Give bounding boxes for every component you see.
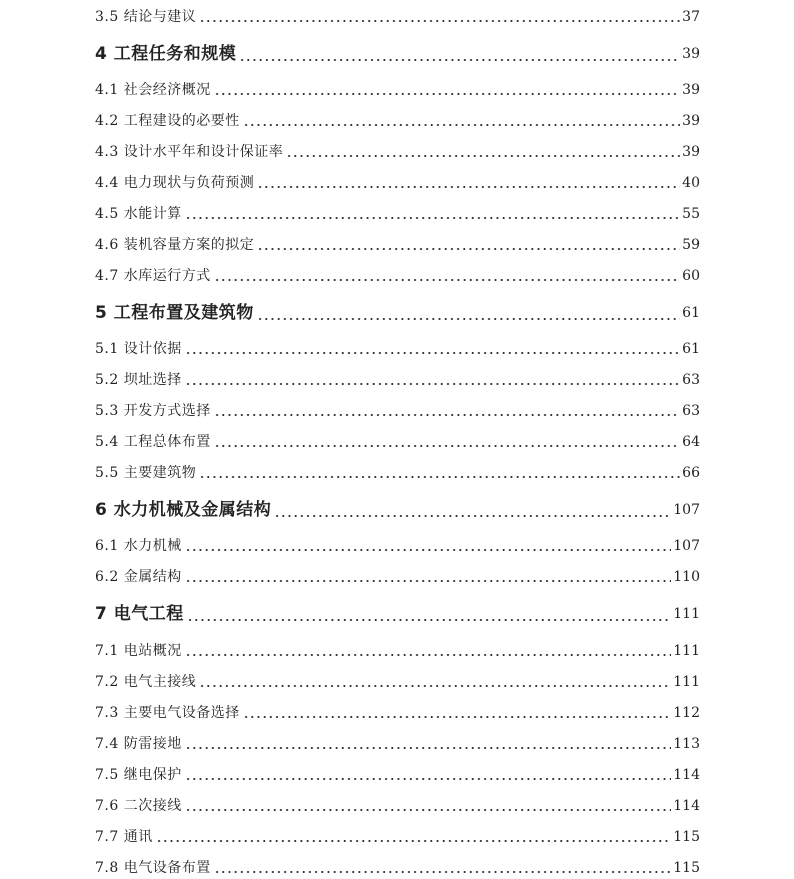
toc-section-entry[interactable]: [95, 425, 700, 451]
toc-section-entry[interactable]: [95, 259, 700, 285]
dot-leader: [185, 580, 672, 582]
toc-entry-title: 3.5 结论与建议: [95, 9, 197, 25]
toc-section-entry[interactable]: [95, 456, 700, 482]
toc-entry-title: 7.7 通讯: [95, 829, 153, 845]
toc-page-number: 107: [673, 538, 700, 554]
dot-leader: [243, 124, 680, 126]
toc-section-entry[interactable]: [95, 228, 700, 254]
toc-section-entry[interactable]: [95, 696, 700, 722]
toc-page-number: 114: [673, 767, 700, 783]
toc-section-entry[interactable]: [95, 789, 700, 815]
toc-entry-title: 5.3 开发方式选择: [95, 403, 211, 419]
toc-entry-title: 6.1 水力机械: [95, 538, 182, 554]
toc-page-number: 40: [682, 175, 700, 191]
toc-page-number: 61: [682, 341, 700, 357]
dot-leader: [243, 716, 672, 718]
toc-section-entry[interactable]: [95, 166, 700, 192]
toc-chapter-entry[interactable]: [95, 491, 700, 521]
toc-entry-title: 5.5 主要建筑物: [95, 465, 197, 481]
dot-leader: [187, 619, 672, 621]
dot-leader: [214, 445, 680, 447]
toc-page-number: 111: [673, 606, 700, 622]
toc-page-number: 60: [682, 268, 700, 284]
toc-section-entry[interactable]: [95, 73, 700, 99]
toc-page-number: 112: [673, 705, 700, 721]
toc-page-number: 115: [673, 829, 700, 845]
dot-leader: [274, 515, 671, 517]
toc-page-number: 110: [673, 569, 700, 585]
toc-page-number: 107: [673, 502, 700, 518]
toc-section-entry[interactable]: [95, 560, 700, 586]
toc-entry-title: 7.4 防雷接地: [95, 736, 182, 752]
toc-section-entry[interactable]: [95, 758, 700, 784]
toc-page-number: 66: [682, 465, 700, 481]
toc-page-number: 59: [682, 237, 700, 253]
toc-page-number: 37: [682, 9, 700, 25]
toc-section-entry[interactable]: [95, 332, 700, 358]
toc-entry-title: 4.7 水库运行方式: [95, 268, 211, 284]
toc-entry-title: 4 工程任务和规模: [95, 44, 237, 64]
dot-leader: [185, 549, 672, 551]
toc-page-number: 61: [682, 305, 700, 321]
toc-page-number: 113: [673, 736, 700, 752]
dot-leader: [185, 778, 672, 780]
toc-entry-title: 5.2 坝址选择: [95, 372, 182, 388]
dot-leader: [257, 318, 680, 320]
toc-page-number: 111: [673, 674, 700, 690]
toc-page-number: 115: [673, 860, 700, 876]
dot-leader: [214, 871, 672, 873]
toc-entry-title: 7.2 电气主接线: [95, 674, 197, 690]
toc-chapter-entry[interactable]: [95, 35, 700, 65]
dot-leader: [185, 747, 672, 749]
toc-page-number: 39: [682, 46, 700, 62]
toc-section-entry[interactable]: [95, 135, 700, 161]
toc-chapter-entry[interactable]: [95, 595, 700, 625]
toc-entry-title: 4.1 社会经济概况: [95, 82, 211, 98]
toc-section-entry[interactable]: [95, 529, 700, 555]
toc-section-entry[interactable]: [95, 851, 700, 877]
dot-leader: [185, 352, 680, 354]
toc-entry-title: 4.2 工程建设的必要性: [95, 113, 240, 129]
toc-page-number: 64: [682, 434, 700, 450]
dot-leader: [214, 279, 680, 281]
toc-section-entry[interactable]: [95, 104, 700, 130]
toc-page-number: 111: [673, 643, 700, 659]
dot-leader: [156, 840, 672, 842]
toc-page-number: 55: [682, 206, 700, 222]
toc-entry-title: 7.5 继电保护: [95, 767, 182, 783]
dot-leader: [257, 248, 680, 250]
toc-entry-title: 5.4 工程总体布置: [95, 434, 211, 450]
toc-entry-title: 5.1 设计依据: [95, 341, 182, 357]
dot-leader: [199, 685, 671, 687]
toc-entry-title: 7.8 电气设备布置: [95, 860, 211, 876]
dot-leader: [286, 155, 680, 157]
toc-section-entry[interactable]: [95, 820, 700, 846]
toc-page-number: 114: [673, 798, 700, 814]
dot-leader: [257, 186, 680, 188]
dot-leader: [185, 654, 672, 656]
toc-entry-title: 4.4 电力现状与负荷预测: [95, 175, 255, 191]
toc-entry-title: 6 水力机械及金属结构: [95, 500, 272, 520]
toc-entry-title: 4.3 设计水平年和设计保证率: [95, 144, 284, 160]
toc-entry-title: 7.3 主要电气设备选择: [95, 705, 240, 721]
toc-section-entry[interactable]: [95, 0, 700, 26]
dot-leader: [214, 414, 680, 416]
toc-entry-title: 7.1 电站概况: [95, 643, 182, 659]
dot-leader: [199, 476, 680, 478]
toc-entry-title: 4.5 水能计算: [95, 206, 182, 222]
toc-page-number: 63: [682, 372, 700, 388]
dot-leader: [199, 20, 680, 22]
toc-entry-title: 5 工程布置及建筑物: [95, 303, 254, 323]
toc-page-number: 39: [682, 113, 700, 129]
toc-page-number: 39: [682, 144, 700, 160]
toc-section-entry[interactable]: [95, 665, 700, 691]
toc-entry-title: 7 电气工程: [95, 604, 184, 624]
dot-leader: [239, 59, 680, 61]
toc-page-number: 63: [682, 403, 700, 419]
toc-entry-title: 6.2 金属结构: [95, 569, 182, 585]
toc-section-entry[interactable]: [95, 394, 700, 420]
toc-section-entry[interactable]: [95, 634, 700, 660]
toc-entry-title: 4.6 装机容量方案的拟定: [95, 237, 255, 253]
toc-page-number: 39: [682, 82, 700, 98]
toc-chapter-entry[interactable]: [95, 294, 700, 324]
dot-leader: [214, 93, 680, 95]
toc-entry-title: 7.6 二次接线: [95, 798, 182, 814]
dot-leader: [185, 383, 680, 385]
toc-section-entry[interactable]: [95, 727, 700, 753]
dot-leader: [185, 809, 672, 811]
toc-section-entry[interactable]: [95, 197, 700, 223]
dot-leader: [185, 217, 680, 219]
toc-section-entry[interactable]: [95, 363, 700, 389]
